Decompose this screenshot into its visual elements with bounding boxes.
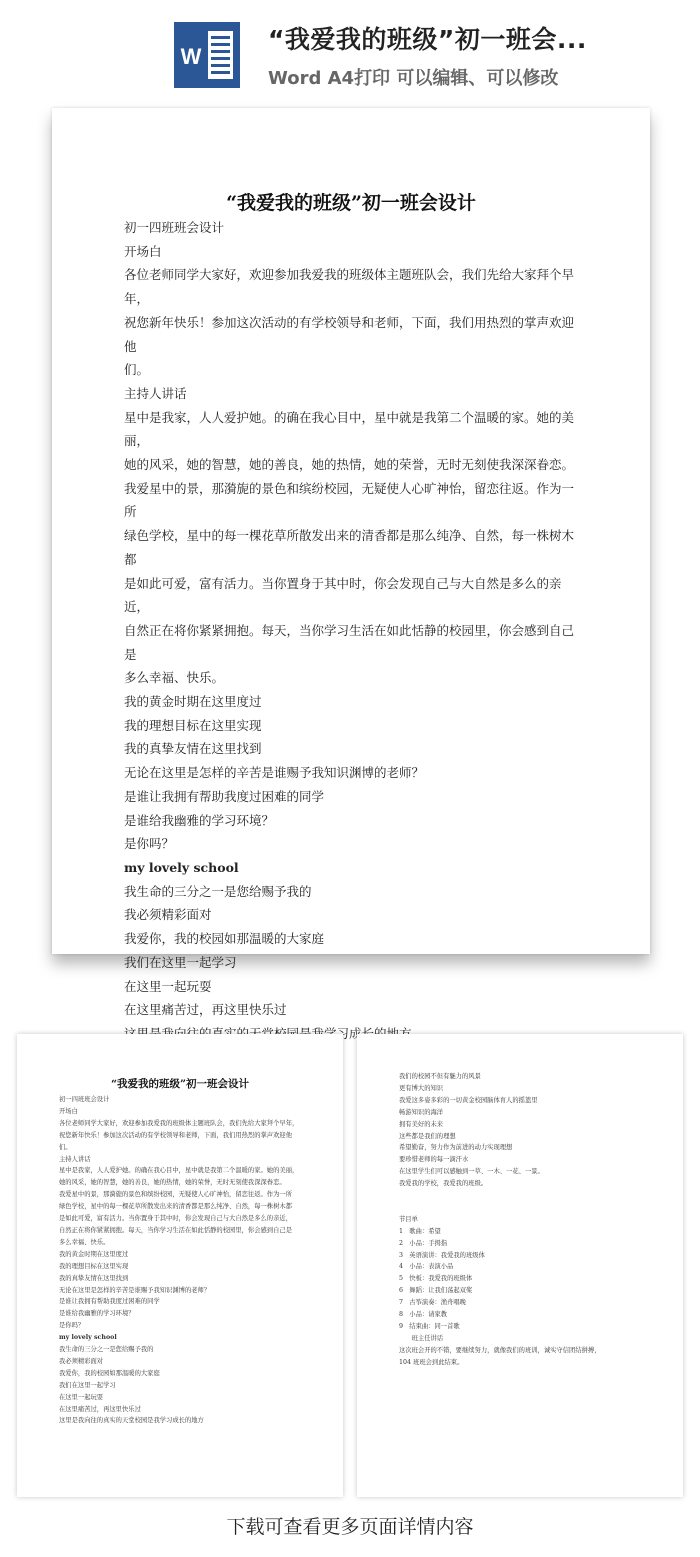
thumbnail-line: 我必须精彩面对 [59, 1357, 104, 1365]
thumbnail-line: 要珍惜老师的每一滴汗水 [399, 1156, 469, 1164]
doc-body [124, 216, 584, 1046]
doc-line: 是谁让我拥有帮助我度过困难的同学 [124, 788, 325, 804]
doc-line: 多么幸福、快乐。 [124, 670, 225, 686]
thumbnail-line: 这些都是我们的理想 [399, 1132, 456, 1140]
thumbnail-line: 星中是我家，人人爱护她。的确在我心目中，星中就是我第二个温暖的家。她的美丽， [59, 1167, 299, 1175]
thumbnail-line: 各位老师同学大家好，欢迎参加我爱我的班级体主题班队会，我们先给大家拜个早年， [59, 1119, 299, 1127]
thumbnail-line: 我爱我的学校，我爱我的班级。 [399, 1180, 488, 1188]
thumbnail-line: 畅游知识的海洋 [399, 1108, 444, 1116]
thumbnail-line: 7 古筝演奏：渔舟唱晚 [399, 1299, 466, 1307]
doc-line: 自然正在将你紧紧拥抱。每天，当你学习生活在如此恬静的校园里，你会感到自己是 [124, 622, 575, 662]
doc-line: 在这里痛苦过，再这里快乐过 [124, 1002, 287, 1018]
thumbnail-line: 节目单 [399, 1215, 418, 1223]
thumbnail-line: 主持人讲话 [59, 1155, 91, 1163]
thumbnail-line: 这里是我向往的真实的天堂校园是我学习成长的地方 [59, 1417, 204, 1425]
thumbnail-body [399, 1071, 659, 1369]
doc-line: 在这里一起玩耍 [124, 978, 212, 994]
thumbnail-line: 我爱这多姿多彩的一切黄金校园脑体育人的摇篮里 [399, 1096, 538, 1104]
thumbnail-line: 们。 [59, 1143, 72, 1151]
doc-line: 我的真挚友情在这里找到 [124, 741, 262, 757]
thumbnail-line: 我们的校园不但有魅力的风景 [399, 1073, 481, 1080]
doc-line: 开场白 [124, 243, 162, 259]
thumbnail-line: 是如此可爱，富有活力。当你置身于其中时，你会发现自己与大自然是多么的亲近， [59, 1215, 292, 1223]
doc-line: 无论在这里是怎样的辛苦是谁赐予我知识渊博的老师？ [124, 765, 425, 781]
thumbnail-blank-line [399, 1190, 659, 1202]
doc-line: 我爱你，我的校园如那温暖的大家庭 [124, 931, 325, 947]
thumbnail-line: 自然正在将你紧紧拥抱。每天，当你学习生活在如此恬静的校园里，你会感到自己是 [59, 1226, 292, 1234]
doc-line: 是谁给我幽雅的学习环境？ [124, 812, 275, 828]
thumbnail-line: 在这里学生们可以感触到一草、一木、一花、一景。 [399, 1168, 544, 1176]
doc-line: 星中是我家，人人爱护她。的确在我心目中，星中就是我第二个温暖的家。她的美丽， [124, 409, 575, 449]
thumbnail-line: 更有博大的知识 [399, 1084, 444, 1092]
document-title-banner: “我爱我的班级”初一班会... [268, 25, 587, 54]
doc-line: 我爱星中的景，那漪旎的景色和缤纷校园，无疑使人心旷神怡，留恋往返。作为一所 [124, 480, 575, 520]
thumbnail-line: 在这里痛苦过，再这里快乐过 [59, 1405, 141, 1413]
header [0, 0, 700, 100]
doc-line: 绿色学校，星中的每一棵花草所散发出来的清香都是那么纯净、自然，每一株树木都 [124, 528, 575, 567]
thumbnail-line: 6 舞蹈：让我们荡起双桨 [399, 1287, 473, 1295]
thumbnail-line: 她的风采，她的智慧，她的善良，她的热情，她的荣誉，无时无刻使我深深眷恋。 [59, 1179, 286, 1187]
doc-line: 我们在这里一起学习 [124, 954, 237, 970]
page-thumbnail-2 [357, 1034, 683, 1497]
thumbnail-line: 无论在这里是怎样的辛苦是谁赐予我知识渊博的老师？ [59, 1286, 211, 1294]
thumbnail-line: 我爱星中的景，那漪旎的景色和缤纷校园，无疑使人心旷神怡，留恋往返。作为一所 [59, 1191, 292, 1199]
thumbnail-line: 我的真挚友情在这里找到 [59, 1274, 129, 1282]
thumbnail-line: 9 结束曲：同一首歌 [399, 1323, 460, 1330]
thumbnail-line: 4 小品：表演小品 [399, 1263, 454, 1271]
doc-line: 初一四班班会设计 [124, 220, 225, 235]
doc-title: “我爱我的班级”初一班会设计 [226, 192, 476, 214]
thumbnail-line: 我生命的三分之一是您给赐予我的 [59, 1346, 154, 1354]
thumbnail-line: 绿色学校，星中的每一棵花草所散发出来的清香都是那么纯净、自然，每一株树木都 [59, 1203, 292, 1211]
thumbnail-line: 祝您新年快乐！参加这次活动的有学校领导和老师，下面，我们用热烈的掌声欢迎他 [59, 1131, 292, 1139]
doc-line: 们。 [124, 362, 150, 378]
doc-line: my lovely school [124, 859, 239, 875]
doc-line: 祝您新年快乐！参加这次活动的有学校领导和老师，下面，我们用热烈的掌声欢迎他 [124, 314, 575, 354]
doc-line: 主持人讲话 [124, 385, 187, 401]
thumbnail-blank-line [399, 1202, 659, 1214]
download-more-link[interactable]: 下载可查看更多页面详情内容 [226, 1516, 474, 1538]
doc-line: 是你吗？ [124, 836, 175, 852]
thumbnail-line: 班主任讲话 [399, 1334, 444, 1342]
thumbnail-line: 104 班班会到此结束。 [399, 1358, 464, 1366]
thumbnail-line: 在这里一起玩耍 [59, 1393, 104, 1401]
thumbnail-line: 拥有美好的未来 [399, 1120, 444, 1128]
doc-line: 我的黄金时期在这里度过 [124, 694, 262, 710]
doc-line: 我必须精彩面对 [124, 907, 212, 923]
document-subtitle: Word A4打印 可以编辑、可以修改 [268, 68, 559, 89]
thumbnail-body [59, 1094, 309, 1427]
thumbnail-line: 2 小品：手拇指 [399, 1239, 448, 1247]
thumbnail-line: my lovely school [59, 1334, 117, 1342]
document-page-preview [52, 108, 650, 1018]
thumbnail-line: 5 快板：我爱我的班级体 [399, 1275, 473, 1283]
svg-text:W: W [180, 44, 202, 69]
thumbnail-line: 多么幸福、快乐。 [59, 1238, 110, 1246]
doc-line: 我的理想目标在这里实现 [124, 717, 262, 733]
thumbnail-line: 1 歌曲：希望 [399, 1227, 441, 1235]
thumbnail-line: 我们在这里一起学习 [59, 1381, 116, 1389]
thumbnail-line: 初一四班班会设计 [59, 1096, 110, 1103]
thumbnail-line: 8 小品：请家教 [399, 1311, 448, 1319]
doc-line: 是如此可爱，富有活力。当你置身于其中时，你会发现自己与大自然是多么的亲近， [124, 575, 562, 615]
thumbnail-line: 希望勤奋，努力作为前进的动力实现理想 [399, 1144, 513, 1152]
word-document-icon [174, 22, 240, 88]
thumbnail-line: 我的理想目标在这里实现 [59, 1262, 129, 1270]
thumbnail-line: 是你吗？ [59, 1322, 85, 1330]
thumbnail-line: 3 英语演讲：我爱我的班级体 [399, 1251, 485, 1259]
thumbnail-line: 这次班会开的不错，要继续努力，就像我们的班训，诚实守信团结拼搏， [399, 1346, 601, 1354]
page-thumbnail-1 [17, 1034, 343, 1497]
doc-line: 我生命的三分之一是您给赐予我的 [124, 883, 312, 899]
doc-line: 各位老师同学大家好，欢迎参加我爱我的班级体主题班队会，我们先给大家拜个早年， [124, 267, 575, 307]
thumbnail-line: 我的黄金时期在这里度过 [59, 1250, 129, 1258]
thumbnail-line: 我爱你，我的校园如那温暖的大家庭 [59, 1369, 160, 1377]
thumbnail-title: “我爱我的班级”初一班会设计 [110, 1078, 250, 1090]
thumbnail-line: 开场白 [59, 1107, 78, 1115]
thumbnail-line: 是谁给我幽雅的学习环境？ [59, 1310, 135, 1318]
thumbnail-line: 是谁让我拥有帮助我度过困难的同学 [59, 1298, 160, 1306]
doc-line: 她的风采，她的智慧，她的善良，她的热情，她的荣誉，无时无刻使我深深眷恋。 [124, 457, 575, 473]
